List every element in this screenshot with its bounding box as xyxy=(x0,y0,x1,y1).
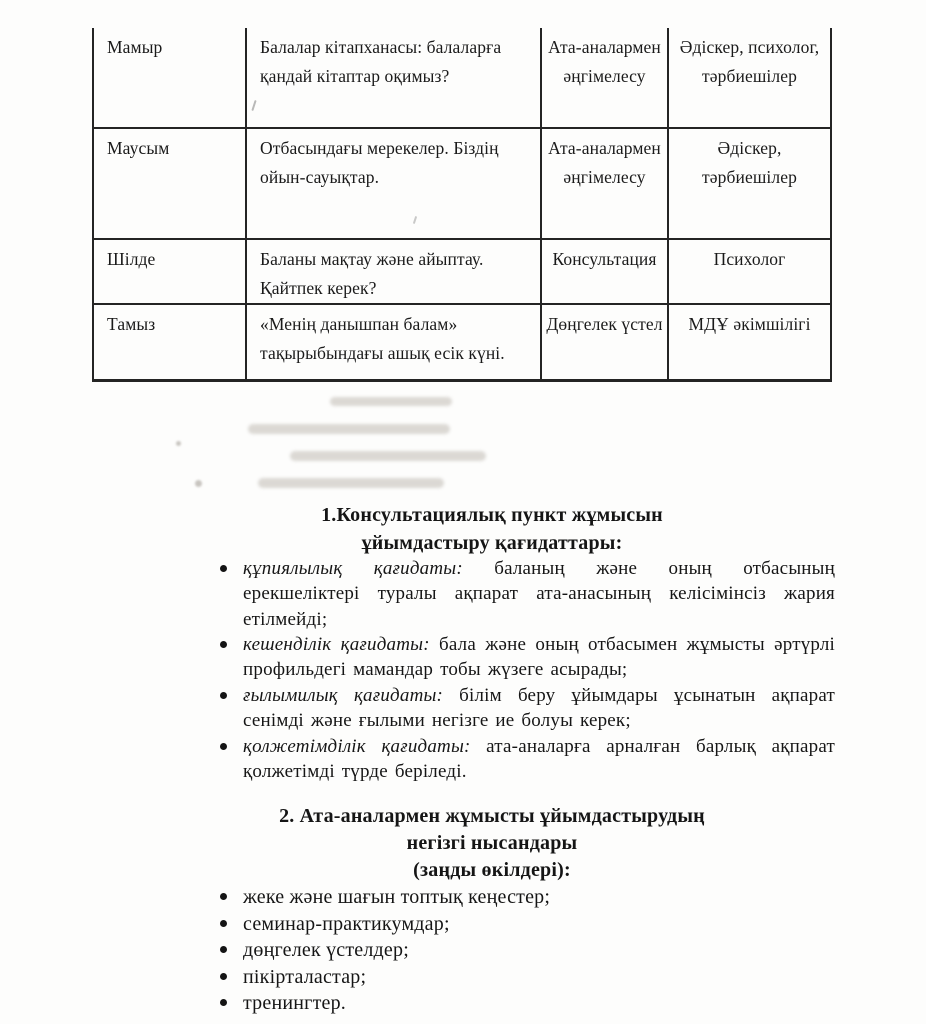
cell-form: Ата-аналармен әңгімелесу xyxy=(541,28,668,128)
list-item xyxy=(243,556,835,632)
form-item-text: жеке және шағын топтық кеңестер; xyxy=(243,886,551,908)
list-item xyxy=(243,632,835,683)
cell-responsible: Әдіскер, тәрбиешілер xyxy=(668,128,831,239)
bleed-through-line xyxy=(330,397,452,406)
bleed-through-line xyxy=(248,424,450,434)
form-item-text: пікірталастар; xyxy=(243,965,367,988)
cell-responsible: Әдіскер, психолог, тәрбиешілер xyxy=(668,28,831,128)
bleed-through-bullet xyxy=(195,480,202,487)
bullet-icon xyxy=(220,893,227,900)
list-item xyxy=(243,964,550,991)
bleed-through-line xyxy=(258,478,444,488)
bullet-icon xyxy=(220,641,227,648)
list-item xyxy=(243,937,550,964)
principle-term: кешенділік қағидаты: xyxy=(243,634,430,655)
cell-topic: Балалар кітапханасы: балаларға қандай кітаптар оқимыз? xyxy=(246,28,541,128)
cell-topic: «Менің данышпан балам» тақырыбындағы ашық есік күні. xyxy=(246,304,541,380)
section1-title-line1: 1.Консультациялық пункт жұмысын xyxy=(321,504,663,526)
cell-month: Маусым xyxy=(93,128,246,239)
list-item xyxy=(243,990,550,1017)
section2-title-line2: негізгі нысандары xyxy=(406,832,578,854)
section2-title-line1: 2. Ата-аналармен жұмысты ұйымдастырудың xyxy=(279,805,705,827)
section2-title xyxy=(92,803,892,884)
section1-title xyxy=(92,502,892,557)
bullet-icon xyxy=(220,999,227,1006)
cell-topic: Баланы мақтау және айыптау. Қайтпек керек? xyxy=(246,239,541,304)
forms-list xyxy=(243,884,550,1017)
principle-term: қолжетімділік қағидаты: xyxy=(243,736,471,757)
bullet-icon xyxy=(220,973,227,980)
bullet-icon xyxy=(220,946,227,953)
principle-term: ғылымилық қағидаты: xyxy=(243,685,444,706)
bullet-icon xyxy=(220,565,227,572)
table-row xyxy=(93,128,831,239)
bleed-through-bullet xyxy=(176,441,181,446)
cell-form: Консультация xyxy=(541,239,668,304)
list-item xyxy=(243,911,550,938)
principle-text: ата-аналарға арналған барлық ақпарат қолжетімді түрде беріледі. xyxy=(243,736,835,783)
parent-work-plan-table xyxy=(92,28,832,382)
principle-text: білім беру ұйымдары ұсынатын ақпарат сенімді және ғылыми негізге ие болуы керек; xyxy=(243,685,835,732)
cell-form: Ата-аналармен әңгімелесу xyxy=(541,128,668,239)
list-item xyxy=(243,884,550,911)
table-row xyxy=(93,239,831,304)
list-item xyxy=(243,683,835,734)
cell-topic: Отбасындағы мерекелер. Біздің ойын-сауықтар. xyxy=(246,128,541,239)
cell-month: Шілде xyxy=(93,239,246,304)
cell-responsible: МДҰ әкімшілігі xyxy=(668,304,831,380)
bullet-icon xyxy=(220,920,227,927)
list-item xyxy=(243,734,835,785)
bullet-icon xyxy=(220,692,227,699)
form-item-text: тренингтер. xyxy=(243,992,346,1015)
table-row xyxy=(93,304,831,380)
cell-form: Дөңгелек үстел xyxy=(541,304,668,380)
principle-text: бала және оның отбасымен жұмысты әртүрлі профильдегі мамандар тобы жүзеге асырады; xyxy=(243,634,836,681)
table-row xyxy=(93,28,831,128)
form-item-text: дөңгелек үстелдер; xyxy=(243,939,409,962)
cell-month: Тамыз xyxy=(93,304,246,380)
form-item-text: семинар-практикумдар; xyxy=(243,912,450,935)
section1-title-line2: ұйымдастыру қағидаттары: xyxy=(361,531,623,554)
cell-responsible: Психолог xyxy=(668,239,831,304)
section2-title-line3: (заңды өкілдері): xyxy=(413,859,571,881)
bullet-icon xyxy=(220,743,227,750)
principles-list xyxy=(243,556,835,785)
bleed-through-line xyxy=(290,451,486,461)
cell-month: Мамыр xyxy=(93,28,246,128)
principle-term: құпиялылық қағидаты: xyxy=(243,558,463,579)
principle-text: баланың және оның отбасының ерекшеліктері туралы ақпарат ата-анасының келісімінсіз жария етілмейді; xyxy=(243,558,835,630)
